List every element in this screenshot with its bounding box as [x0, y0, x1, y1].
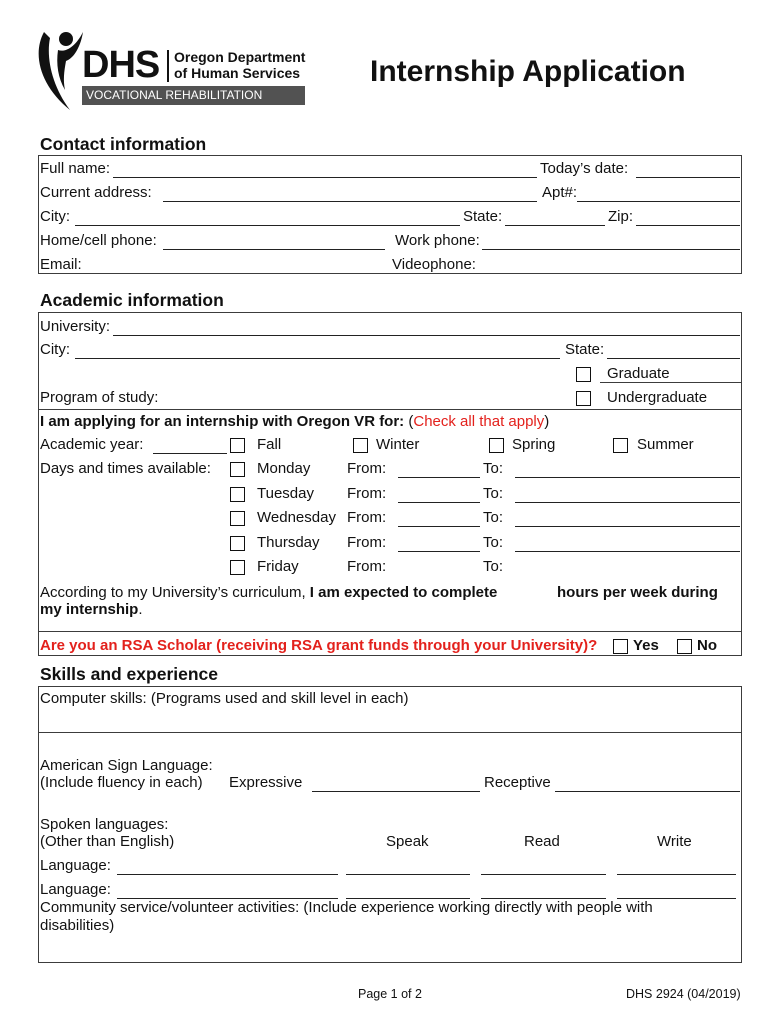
language-1-read-field[interactable] — [481, 858, 606, 875]
from-label: From: — [347, 485, 387, 502]
community-service-label-line1: Community service/volunteer activities: (Include experience working directly with people with — [40, 899, 653, 916]
zip-field[interactable] — [636, 209, 740, 226]
logo-org-line1: Oregon Department — [174, 49, 306, 65]
email-label: Email: — [40, 256, 82, 273]
monday-to-field[interactable] — [515, 461, 740, 478]
to-label: To: — [483, 485, 504, 502]
asl-subtitle: (Include fluency in each) — [40, 774, 203, 791]
program-of-study-label: Program of study: — [40, 389, 159, 406]
applying-prefix: I am applying for an internship with Oregon VR for: — [40, 413, 405, 430]
home-phone-field[interactable] — [163, 233, 385, 250]
thursday-to-field[interactable] — [515, 535, 740, 552]
from-label: From: — [347, 509, 387, 526]
skills-divider — [38, 732, 742, 733]
graduate-label: Graduate — [607, 365, 670, 382]
term-summer-checkbox[interactable] — [613, 438, 628, 453]
monday-from-field[interactable] — [398, 461, 480, 478]
full-name-label: Full name: — [40, 160, 111, 177]
zip-label: Zip: — [608, 208, 634, 225]
videophone-field[interactable] — [480, 257, 738, 274]
to-label: To: — [483, 558, 504, 575]
applying-note: Check all that apply — [413, 413, 545, 430]
rsa-no-label: No — [697, 637, 717, 654]
applying-open: ( — [404, 413, 414, 430]
apt-field[interactable] — [577, 185, 740, 202]
friday-to-field[interactable] — [515, 559, 740, 576]
thursday-from-field[interactable] — [398, 535, 480, 552]
column-speak: Speak — [386, 833, 429, 850]
work-phone-field[interactable] — [482, 233, 740, 250]
current-address-label: Current address: — [40, 184, 152, 201]
language-label: Language: — [40, 857, 111, 874]
language-2-name-field[interactable] — [117, 882, 338, 899]
hours-period: . — [138, 601, 143, 618]
contact-state-field[interactable] — [505, 209, 605, 226]
day-tuesday-label: Tuesday — [257, 485, 314, 502]
academic-city-field[interactable] — [75, 342, 560, 359]
community-service-field[interactable] — [40, 937, 738, 954]
hours-expected: I am expected to complete — [309, 584, 498, 601]
logo-abbr: DHS — [82, 44, 160, 86]
applying-instruction — [40, 413, 549, 431]
day-monday-checkbox[interactable] — [230, 462, 245, 477]
language-1-write-field[interactable] — [617, 858, 736, 875]
language-1-speak-field[interactable] — [346, 858, 470, 875]
language-2-write-field[interactable] — [617, 882, 736, 899]
person-figure-icon — [36, 28, 84, 112]
language-2-speak-field[interactable] — [346, 882, 470, 899]
term-winter-label: Winter — [376, 436, 420, 453]
receptive-label: Receptive — [484, 774, 551, 791]
day-thursday-label: Thursday — [257, 534, 320, 551]
tuesday-to-field[interactable] — [515, 486, 740, 503]
home-phone-label: Home/cell phone: — [40, 232, 157, 249]
term-spring-checkbox[interactable] — [489, 438, 504, 453]
contact-city-field[interactable] — [75, 209, 460, 226]
academic-year-label: Academic year: — [40, 436, 144, 453]
from-label: From: — [347, 460, 387, 477]
program-of-study-field[interactable] — [163, 390, 563, 407]
community-service-label-line2: disabilities) — [40, 917, 115, 934]
logo-org-line2: of Human Services — [174, 65, 301, 81]
rsa-no-checkbox[interactable] — [677, 639, 692, 654]
academic-heading: Academic information — [40, 290, 224, 310]
rsa-yes-checkbox[interactable] — [613, 639, 628, 654]
graduate-checkbox[interactable] — [576, 367, 591, 382]
academic-year-field[interactable] — [153, 437, 227, 454]
to-label: To: — [483, 509, 504, 526]
column-read: Read — [524, 833, 560, 850]
asl-receptive-field[interactable] — [555, 775, 740, 792]
form-id: DHS 2924 (04/2019) — [626, 987, 741, 1001]
hours-statement-line2 — [40, 601, 143, 619]
page-title: Internship Application — [370, 55, 686, 88]
apt-label: Apt#: — [542, 184, 578, 201]
day-friday-checkbox[interactable] — [230, 560, 245, 575]
day-tuesday-checkbox[interactable] — [230, 487, 245, 502]
column-write: Write — [657, 833, 692, 850]
work-phone-label: Work phone: — [395, 232, 480, 249]
university-field[interactable] — [113, 319, 740, 336]
rsa-question: Are you an RSA Scholar (receiving RSA grant funds through your University)? — [40, 637, 598, 654]
university-label: University: — [40, 318, 111, 335]
term-summer-label: Summer — [637, 436, 694, 453]
skills-heading: Skills and experience — [40, 664, 219, 684]
academic-divider-1 — [38, 409, 742, 410]
hours-per-week-text: hours per week during — [557, 584, 718, 601]
asl-title: American Sign Language: — [40, 757, 213, 774]
contact-heading: Contact information — [40, 134, 207, 154]
hours-internship: my internship — [40, 601, 139, 618]
computer-skills-field[interactable] — [40, 710, 738, 727]
full-name-field[interactable] — [113, 161, 537, 178]
day-monday-label: Monday — [257, 460, 311, 477]
email-field[interactable] — [88, 257, 384, 274]
to-label: To: — [483, 460, 504, 477]
spoken-title: Spoken languages: — [40, 816, 169, 833]
term-fall-label: Fall — [257, 436, 282, 453]
wednesday-to-field[interactable] — [515, 510, 740, 527]
term-winter-checkbox[interactable] — [353, 438, 368, 453]
hours-statement-line1 — [40, 584, 497, 602]
graduate-rule — [600, 382, 742, 383]
day-thursday-checkbox[interactable] — [230, 536, 245, 551]
days-label: Days and times available: — [40, 460, 211, 477]
rsa-yes-label: Yes — [633, 637, 659, 654]
to-label: To: — [483, 534, 504, 551]
friday-from-field[interactable] — [398, 559, 480, 576]
day-wednesday-label: Wednesday — [257, 509, 336, 526]
academic-state-label: State: — [565, 341, 605, 358]
academic-city-label: City: — [40, 341, 70, 358]
tuesday-from-field[interactable] — [398, 486, 480, 503]
academic-box — [38, 312, 742, 656]
logo-division-text: VOCATIONAL REHABILITATION — [86, 88, 263, 102]
from-label: From: — [347, 558, 387, 575]
academic-divider-2 — [38, 631, 742, 632]
logo-division-bar — [82, 86, 305, 105]
expressive-label: Expressive — [229, 774, 303, 791]
current-address-field[interactable] — [163, 185, 537, 202]
day-wednesday-checkbox[interactable] — [230, 511, 245, 526]
term-fall-checkbox[interactable] — [230, 438, 245, 453]
logo-divider — [167, 50, 169, 82]
undergraduate-checkbox[interactable] — [576, 391, 591, 406]
videophone-label: Videophone: — [392, 256, 476, 273]
term-spring-label: Spring — [512, 436, 556, 453]
day-friday-label: Friday — [257, 558, 299, 575]
contact-city-label: City: — [40, 208, 70, 225]
academic-state-field[interactable] — [607, 342, 740, 359]
hours-per-week-field[interactable] — [506, 585, 554, 602]
language-2-read-field[interactable] — [481, 882, 606, 899]
contact-state-label: State: — [463, 208, 503, 225]
computer-skills-label: Computer skills: (Programs used and skill level in each) — [40, 690, 409, 707]
language-label: Language: — [40, 881, 111, 898]
hours-intro: According to my University’s curriculum, — [40, 584, 310, 601]
undergraduate-label: Undergraduate — [607, 389, 708, 406]
wednesday-from-field[interactable] — [398, 510, 480, 527]
asl-expressive-field[interactable] — [312, 775, 480, 792]
language-1-name-field[interactable] — [117, 858, 338, 875]
todays-date-field[interactable] — [636, 161, 740, 178]
spoken-subtitle: (Other than English) — [40, 833, 175, 850]
applying-close: ) — [544, 413, 550, 430]
page-number: Page 1 of 2 — [358, 987, 422, 1001]
todays-date-label: Today’s date: — [540, 160, 629, 177]
from-label: From: — [347, 534, 387, 551]
